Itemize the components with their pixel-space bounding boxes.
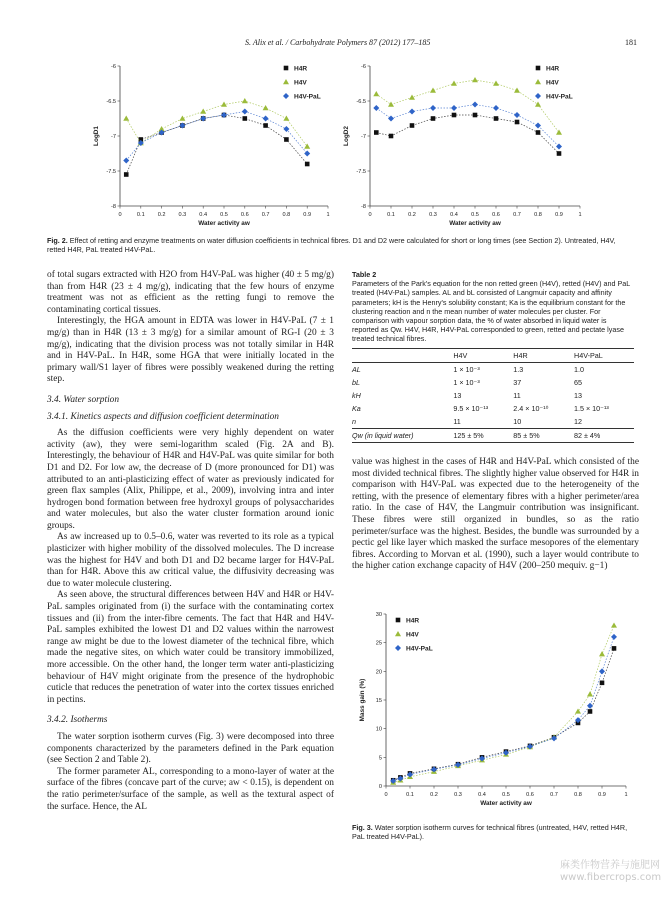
data-point — [431, 116, 436, 121]
table-cell: 11 — [513, 390, 521, 400]
x-tick-label: 0.3 — [429, 212, 437, 218]
legend-label: H4R — [406, 617, 420, 625]
table-cell: 65 — [574, 377, 582, 387]
table-cell: bL — [352, 377, 360, 387]
table-cell: 2.4 × 10⁻¹⁰ — [513, 403, 549, 413]
data-point — [263, 116, 269, 122]
x-axis-label: Water activity aw — [449, 220, 501, 227]
data-point — [304, 151, 310, 157]
data-point — [473, 113, 478, 118]
legend-marker — [535, 79, 541, 84]
x-tick-label: 1 — [624, 792, 628, 798]
paragraph: The former parameter AL, corresponding to a mono-layer of water at the surface of the fibres (concave part of the curve; aw < 0.15), is dependent on the ratio perimeter/surface of the sample, as well as the textural aspect of the surface. Hence, the AL — [47, 766, 334, 812]
x-tick-label: 0.6 — [492, 212, 500, 218]
x-tick-label: 0.8 — [282, 212, 291, 218]
table-header-row — [352, 348, 634, 362]
y-tick-label: 15 — [375, 698, 382, 704]
paragraph: The water sorption isotherm curves (Fig. 3) were decomposed into three components characterized by the parameters defined in the Park equation (see Section 2 and Table 2). — [47, 731, 334, 766]
table-2 — [352, 270, 634, 443]
table-row — [352, 376, 634, 389]
table-cell: 12 — [574, 416, 582, 426]
figure-3-label: Fig. 3. — [352, 823, 373, 832]
x-tick-label: 0.1 — [387, 212, 395, 218]
data-point — [515, 120, 520, 125]
legend-marker — [283, 93, 289, 99]
y-tick-label: -7 — [111, 134, 116, 140]
series-line — [393, 637, 614, 781]
figure-3-chart — [352, 604, 637, 814]
table-2-label: Table 2 — [352, 270, 377, 279]
data-point — [200, 109, 206, 114]
watermark: 麻类作物营养与施肥网 www.fibercrops.com — [560, 860, 662, 883]
y-tick-label: 10 — [375, 726, 382, 733]
data-point — [124, 172, 129, 177]
series-line — [126, 101, 307, 147]
x-tick-label: 0.1 — [136, 212, 145, 218]
table-2-caption: Parameters of the Park's equation for the non retted green (H4V), retted (H4V) and PaL treated (H4V-PaL) samples. AL and bL consisted of Langmuir capacity and affinity parameters; kH is the Henry's solubility constant; Ka is the equilibrium constant for the clustering reaction and n the mean number of water molecules per cluster. For comparison with vapour sorption data, the % of water absorbed in liquid water is reported as Qw. H4V, H4R, H4V-PaL corresponded to green, retted and pectate lyase treated technical fibres. — [352, 279, 630, 344]
y-tick-label: -6.5 — [106, 99, 116, 105]
x-tick-label: 0.4 — [478, 792, 486, 798]
y-tick-label: 20 — [375, 669, 382, 676]
paragraph: As seen above, the structural differences between H4V and H4R or H4V-PaL samples originated from (i) the surface with the contaminating cortex tissues and (ii) from the inter-fibre cements. The fact that H4R and H4V-PaL samples exhibited the lowest D1 and D2 values within the narrowest range aw might be due to the lowest diameter of the technical fibre, which made the negative sites, on which water could be transitory immobilized, more accessible. On the other hand, the longer term water anti-plasticizing behaviour of H4V might originate from the presence of the hydrophobic cuticle that reduces the penetration of water into the cortex tissues enriched in pectins. — [47, 590, 334, 705]
series-line — [126, 112, 307, 161]
running-header: S. Alix et al. / Carbohydrate Polymers 87 (2012) 177–185 — [245, 38, 431, 47]
x-axis-label: Water activity aw — [480, 800, 532, 807]
table-2-grid — [352, 348, 634, 443]
y-axis-label: LogD1 — [93, 126, 100, 146]
data-point — [536, 130, 541, 135]
x-tick-label: 0.7 — [550, 792, 558, 798]
paragraph: As the diffusion coefficients were very highly dependent on water activity (aw), they were semi-logarithm scaled (Fig. 2A and B). Interestingly, the behaviour of H4R and H4V-PaL was quite similar for both D1 and D2. For low aw, the decrease of D (more pronounced for D1) was attributed to an anti-plasticizing effect of water as previously indicated for green flax samples (Alix, Philippe, et al., 2009), involving intra and inter hydrogen bond formation between free hydroxyl groups of polysaccharides and water molecules, but also the water cluster formation around ionic groups. — [47, 428, 334, 531]
table-cell: 13 — [453, 390, 462, 400]
right-column — [352, 457, 639, 573]
table-cell: 13 — [574, 390, 582, 400]
data-point — [588, 709, 593, 714]
y-tick-label: 25 — [375, 640, 382, 647]
data-point — [284, 137, 289, 142]
data-point — [612, 646, 617, 651]
paragraph: Interestingly, the HGA amount in EDTA was lower in H4V-PaL (7 ± 1 mg/g) than in H4R (13 ± 3 mg/g) for a similar amount of RG-I (20 ± 3 mg/g), indicating that the division process was not totally similar in H4R and in H4V-PaL. In H4R, some HGA that were initially located in the primary wall/S1 layer of fibres were possibly weakened during the retting step. — [47, 316, 334, 385]
data-point — [123, 116, 129, 121]
figure-2-label: Fig. 2. — [47, 236, 68, 245]
legend-label: H4R — [546, 65, 560, 73]
y-tick-label: -7.5 — [106, 169, 116, 175]
data-point — [410, 123, 415, 128]
x-tick-label: 0.8 — [574, 792, 582, 798]
table-cell: Qw (in liquid water) — [352, 430, 414, 440]
data-point — [373, 105, 379, 111]
data-point — [587, 691, 593, 696]
table-row — [352, 362, 634, 376]
table-row — [352, 428, 634, 442]
data-point — [535, 102, 541, 107]
table-cell: 125 ± 5% — [453, 430, 484, 440]
y-tick-label: 0 — [378, 784, 382, 790]
paragraph: value was highest in the cases of H4R and H4V-PaL which consisted of the most divided technical fibres. The slightly higher value observed for H4R in comparison with H4V-PaL was expected due to the heterogeneity of the retting, with the presence of elementary fibres with a higher perimeter/area ratio. In the case of H4V, the Langmuir contribution was insignificant. These fibres were still organized in bundles, so as the ratio perimeter/surface was the highest. Besides, the bundle was surrounded by a pectic gel like layer which masked the surface mesopores of the elementary fibres. According to Morvan et al. (1990), such a layer would contribute to the higher cation exchange capacity of H4V (200–250 mequiv. g−1) — [352, 457, 639, 572]
figure-3-caption — [352, 823, 637, 841]
x-tick-label: 0.2 — [408, 212, 416, 218]
data-point — [472, 77, 478, 82]
table-cell: AL — [352, 364, 361, 374]
x-tick-label: 0.7 — [513, 212, 521, 218]
figure-2b-chart — [340, 58, 590, 228]
legend-marker — [395, 645, 401, 651]
x-tick-label: 0.7 — [261, 212, 270, 218]
legend-label: H4V-PaL — [406, 645, 433, 653]
table-cell: 10 — [513, 416, 522, 426]
y-tick-label: -7.5 — [356, 169, 366, 175]
y-tick-label: -8 — [111, 204, 116, 210]
y-tick-label: -6 — [361, 64, 366, 70]
data-point — [451, 105, 457, 111]
table-cell: 11 — [453, 416, 461, 426]
table-cell: 82 ± 4% — [574, 430, 601, 440]
legend-marker — [396, 618, 401, 623]
y-tick-label: -7 — [361, 134, 366, 140]
x-tick-label: 0.9 — [598, 792, 606, 798]
x-tick-label: 0.3 — [454, 792, 462, 798]
legend-label: H4V-PaL — [546, 93, 573, 101]
legend-marker — [535, 93, 541, 99]
x-tick-label: 0 — [368, 212, 372, 218]
x-tick-label: 0.3 — [178, 212, 187, 218]
data-point — [388, 102, 394, 107]
table-cell: kH — [352, 390, 361, 400]
data-point — [556, 144, 562, 150]
figure-2-caption-text: Effect of retting and enzyme treatments on water diffusion coefficients in technical fibres. D1 and D2 were calculated for short or long times (see Section 2). Untreated, H4V, retted H4R, PaL treated H4V-PaL. — [47, 236, 616, 255]
table-cell: 9.5 × 10⁻¹³ — [453, 403, 489, 413]
data-point — [242, 109, 248, 115]
subsection-heading: 3.4.1. Kinetics aspects and diffusion coefficient determination — [47, 411, 279, 422]
x-tick-label: 0.5 — [220, 212, 228, 218]
paragraph: As aw increased up to 0.5–0.6, water was reverted to its role as a typical plasticizer with higher mobility of the dissolved molecules. The D increase was the highest for H4V and both D1 and D2 became larger for H4V-PaL than for H4R. Above this aw critical value, the diffusivity decreasing was due to water molecule clustering. — [47, 532, 334, 589]
y-axis-label: Mass gain (%) — [359, 678, 366, 722]
x-tick-label: 0.9 — [555, 212, 563, 218]
data-point — [373, 91, 379, 96]
data-point — [600, 681, 605, 686]
data-point — [514, 112, 520, 118]
data-point — [611, 622, 617, 627]
data-point — [304, 144, 310, 149]
x-tick-label: 0.2 — [430, 792, 438, 798]
table-cell: 1 × 10⁻³ — [453, 364, 480, 374]
legend-marker — [283, 79, 289, 84]
series-line — [393, 645, 614, 780]
data-point — [242, 98, 248, 103]
x-tick-label: 0.4 — [450, 212, 458, 218]
paragraph: of total sugars extracted with H2O from H4V-PaL was higher (40 ± 5 mg/g) than from H4R (23 ± 4 mg/g), indicating that the few hours of enzyme treatment was not as efficient as the retting fungi to remove the contaminating cortical tissues. — [47, 270, 334, 315]
table-cell: 85 ± 5% — [513, 430, 540, 440]
x-tick-label: 0.5 — [502, 792, 510, 798]
data-point — [535, 123, 541, 129]
data-point — [575, 708, 581, 713]
table-row — [352, 415, 634, 429]
table-cell: 1.3 — [513, 364, 524, 374]
series-line — [376, 115, 559, 154]
x-tick-label: 0 — [118, 212, 122, 218]
x-tick-label: 1 — [578, 212, 582, 218]
page-number: 181 — [625, 38, 637, 47]
data-point — [451, 81, 457, 86]
data-point — [493, 105, 499, 111]
y-tick-label: -8 — [361, 204, 366, 210]
y-tick-label: 5 — [378, 755, 382, 762]
x-tick-label: 0.2 — [157, 212, 166, 218]
data-point — [389, 134, 394, 139]
table-column-header: H4V — [453, 350, 468, 360]
data-point — [599, 651, 605, 656]
series-line — [376, 105, 559, 147]
table-row — [352, 389, 634, 402]
section-heading: 3.4. Water sorption — [47, 394, 120, 405]
data-point — [611, 634, 617, 640]
table-row — [352, 402, 634, 415]
x-tick-label: 0.4 — [199, 212, 208, 218]
legend-marker — [395, 631, 401, 636]
x-tick-label: 0.6 — [526, 792, 534, 798]
figure-2-caption — [47, 236, 627, 254]
table-column-header: H4V-PaL — [574, 350, 603, 360]
data-point — [493, 81, 499, 86]
y-tick-label: -6.5 — [356, 99, 366, 105]
legend-marker — [536, 66, 541, 71]
table-cell: 1.5 × 10⁻¹³ — [574, 403, 609, 413]
table-column-header — [352, 348, 453, 362]
data-point — [305, 162, 310, 167]
series-line — [126, 115, 307, 175]
table-cell: 37 — [513, 377, 522, 387]
table-cell: n — [352, 416, 356, 426]
table-cell: Ka — [352, 403, 361, 413]
x-tick-label: 0.1 — [406, 792, 414, 798]
data-point — [494, 116, 499, 121]
data-point — [599, 668, 605, 674]
subsection-heading: 3.4.2. Isotherms — [47, 715, 108, 726]
data-point — [557, 151, 562, 156]
data-point — [243, 116, 248, 121]
x-tick-label: 0.8 — [534, 212, 542, 218]
data-point — [221, 102, 227, 107]
data-point — [587, 703, 593, 709]
x-tick-label: 0.5 — [471, 212, 479, 218]
x-tick-label: 0.6 — [240, 212, 249, 218]
y-tick-label: 30 — [375, 612, 382, 618]
data-point — [409, 109, 415, 115]
data-point — [388, 116, 394, 122]
legend-label: H4V — [294, 79, 307, 87]
legend-label: H4V — [406, 631, 419, 639]
y-axis-label: LogD2 — [343, 126, 350, 146]
data-point — [263, 123, 268, 128]
data-point — [123, 158, 129, 164]
x-axis-label: Water activity aw — [198, 220, 250, 227]
y-tick-label: -6 — [111, 64, 116, 70]
data-point — [472, 102, 478, 108]
table-cell: 1.0 — [574, 364, 584, 374]
table-cell: 1 × 10⁻³ — [453, 377, 480, 387]
data-point — [263, 105, 269, 110]
x-tick-label: 0.9 — [303, 212, 312, 218]
data-point — [452, 113, 457, 118]
legend-label: H4V-PaL — [294, 93, 321, 101]
legend-label: H4R — [294, 65, 308, 73]
data-point — [374, 130, 379, 135]
figure-3-caption-text: Water sorption isotherm curves for technical fibres (untreated, H4V, retted H4R, PaL treated H4V-PaL). — [352, 823, 628, 842]
left-column — [47, 270, 334, 813]
legend-label: H4V — [546, 79, 559, 87]
figure-2a-chart — [86, 58, 336, 228]
data-point — [283, 116, 289, 121]
x-tick-label: 0 — [384, 792, 388, 798]
data-point — [430, 105, 436, 111]
data-point — [556, 130, 562, 135]
x-tick-label: 1 — [326, 212, 330, 218]
legend-marker — [284, 66, 289, 71]
series-line — [376, 80, 559, 133]
table-column-header: H4R — [513, 350, 528, 360]
